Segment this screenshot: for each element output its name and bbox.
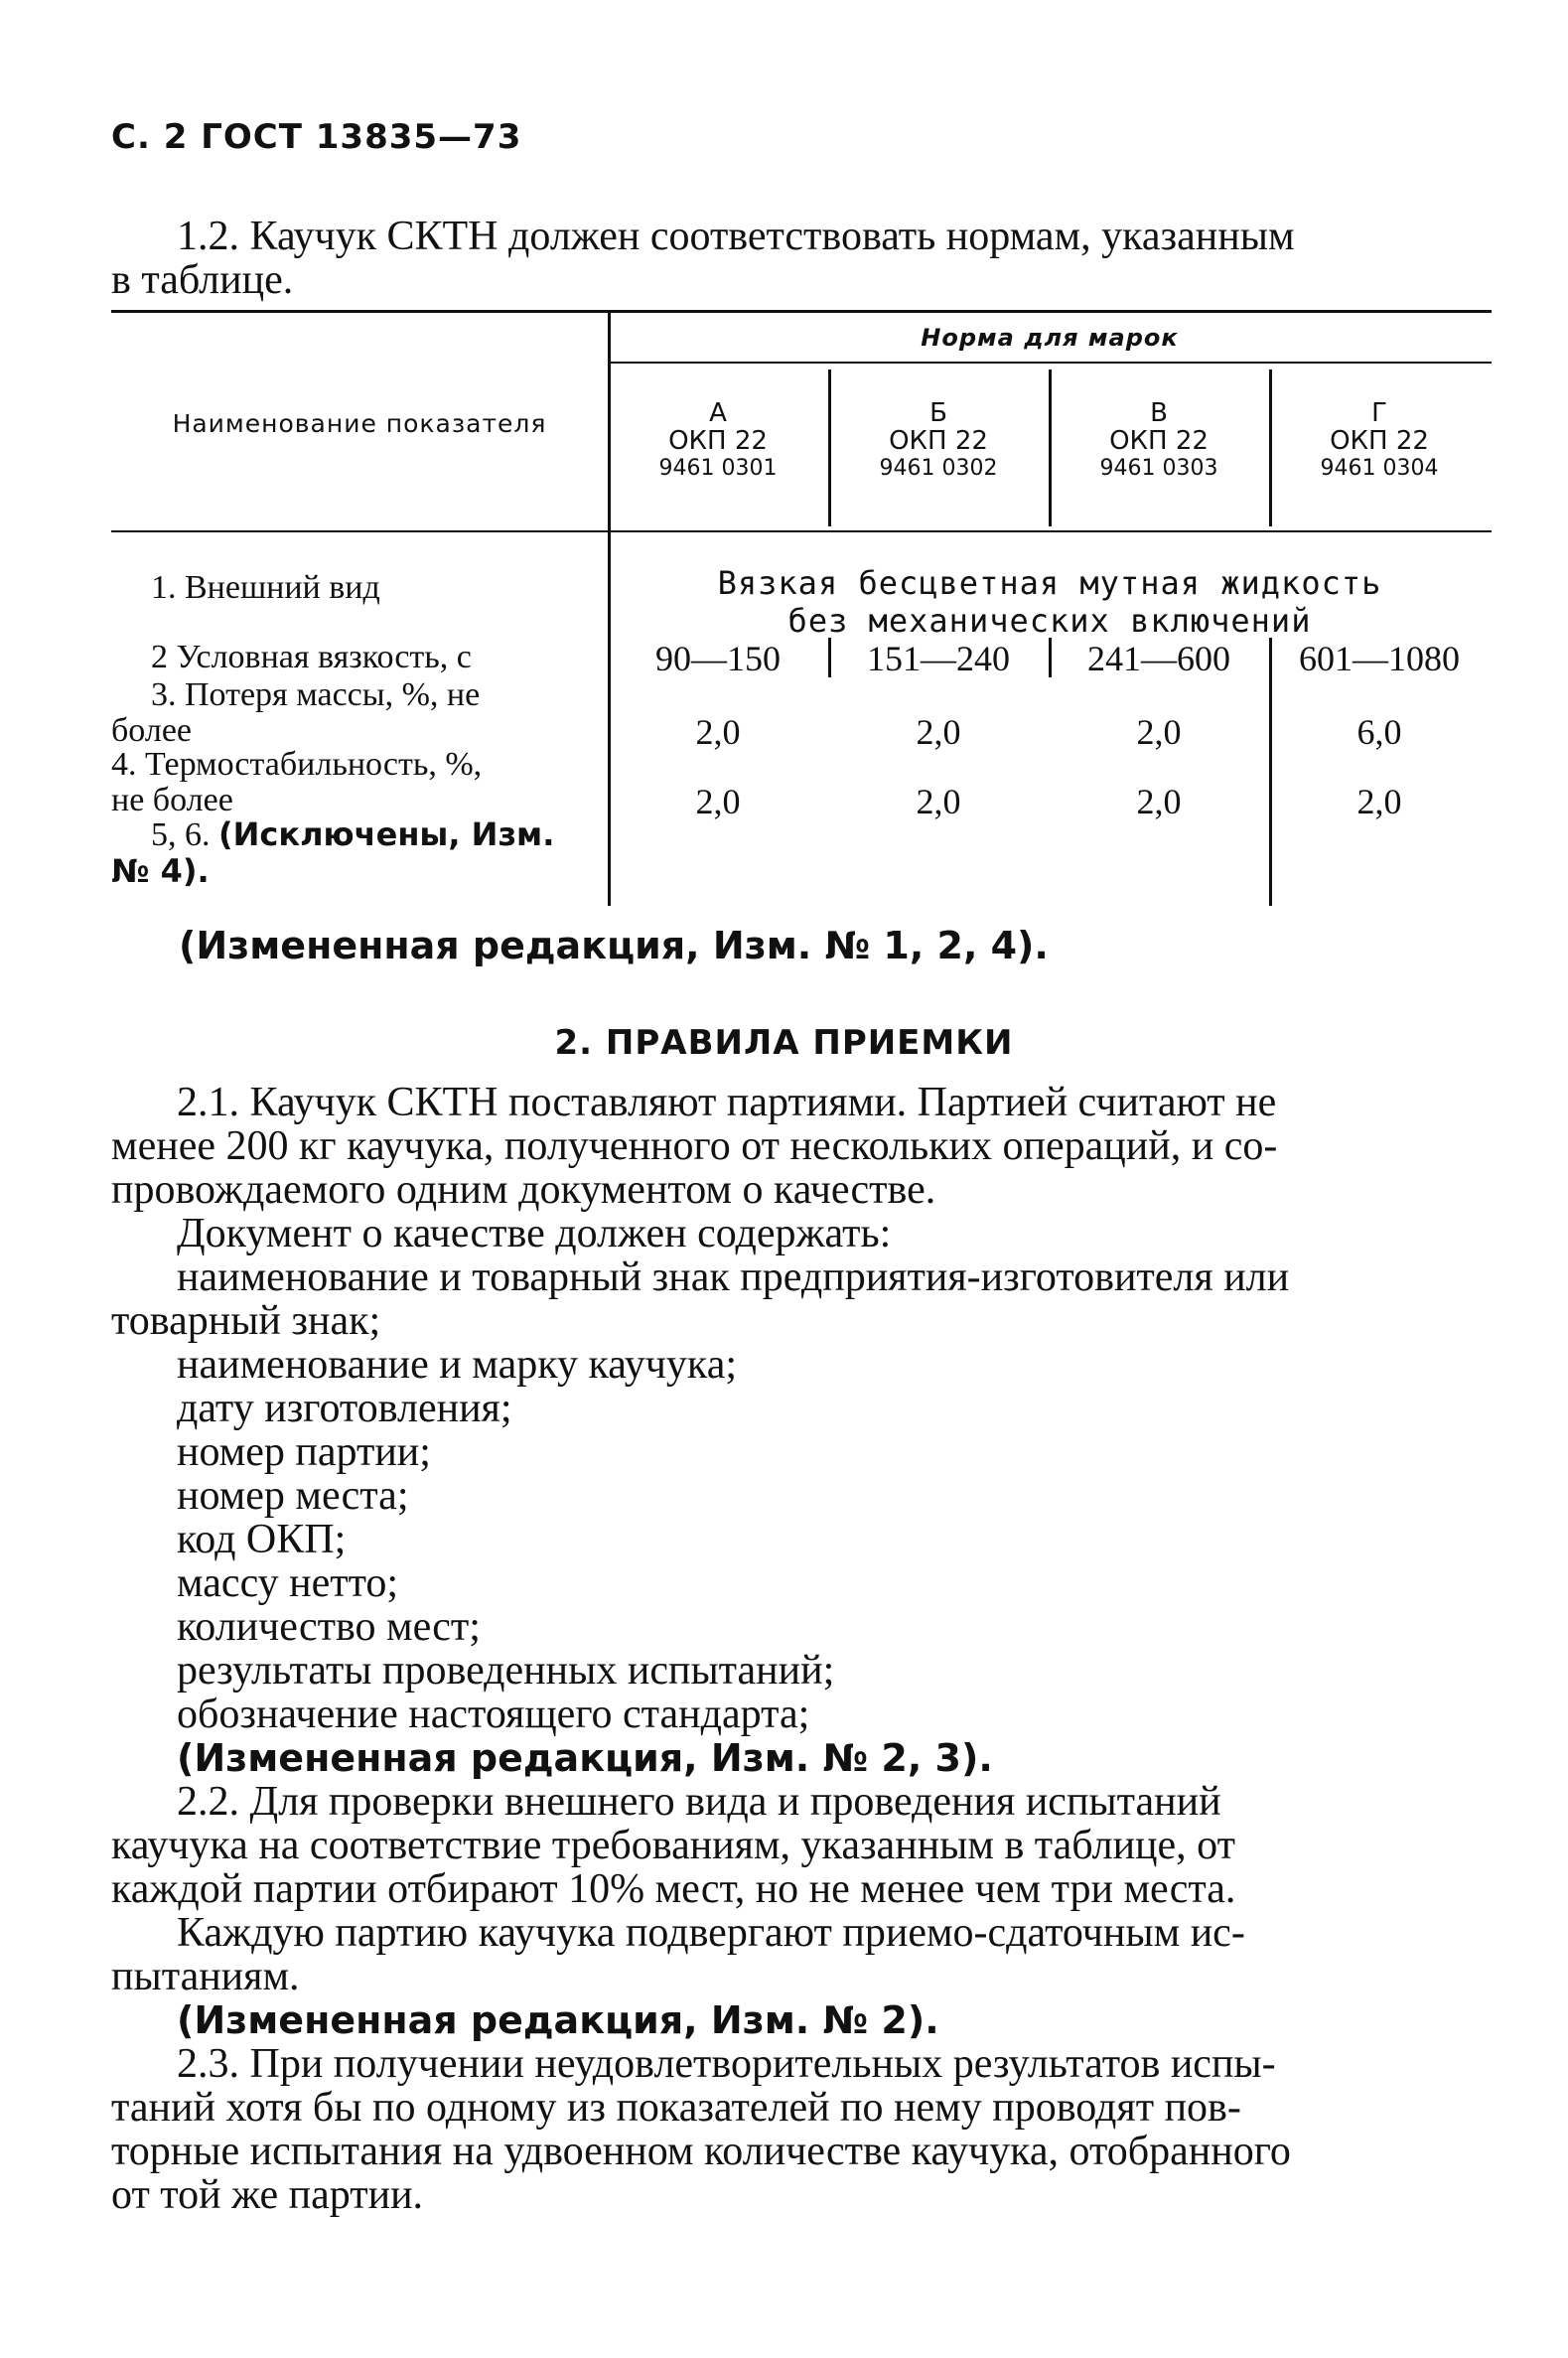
grade-letter: В bbox=[1150, 398, 1168, 428]
list-item: массу нетто; bbox=[177, 1560, 399, 1606]
value-cell: 2,0 bbox=[695, 712, 741, 752]
grade-header-g bbox=[1269, 399, 1490, 483]
list-item: обозначение настоящего стандарта; bbox=[177, 1692, 810, 1737]
column-header-name: Наименование показателя bbox=[172, 409, 547, 438]
text-line: 2.1. Каучук СКТН поставляют партиями. Партией считают не bbox=[177, 1080, 1277, 1125]
amendment-note: (Измененная редакция, Изм. № 1, 2, 4). bbox=[179, 924, 1049, 967]
intro-line: в таблице. bbox=[111, 257, 294, 303]
value-cell: 90—150 bbox=[655, 639, 781, 678]
row-label-viscosity: 2 Условная вязкость, с bbox=[151, 639, 472, 675]
value-cell: 2,0 bbox=[695, 782, 741, 821]
list-item: наименование и товарный знак предприятия-изготовителя или bbox=[177, 1254, 1290, 1300]
list-item: количество мест; bbox=[177, 1604, 481, 1650]
value-cell: 2,0 bbox=[916, 712, 961, 752]
value-cell: 6,0 bbox=[1356, 712, 1402, 752]
text-line: от той же партии. bbox=[111, 2172, 424, 2218]
grade-header-b bbox=[828, 399, 1049, 483]
text-line: каучука на соответствие требованиям, указанным в таблице, от bbox=[111, 1823, 1235, 1868]
grade-header-v bbox=[1049, 399, 1269, 483]
row-label-line: 3. Потеря массы, %, не bbox=[151, 676, 481, 713]
grade-code: 9461 0303 bbox=[1099, 456, 1218, 481]
text-line: Документ о качестве должен содержать: bbox=[177, 1211, 892, 1256]
text-line: 2.3. При получении неудовлетворительных результатов испы- bbox=[177, 2041, 1276, 2087]
paragraph-2-1 bbox=[111, 1081, 1492, 1212]
grade-okp: ОКП 22 bbox=[889, 426, 988, 456]
text-line: пытаниям. bbox=[111, 1954, 300, 1999]
section-title: 2. ПРАВИЛА ПРИЕМКИ bbox=[554, 1023, 1014, 1063]
table-header-rule bbox=[111, 530, 1492, 532]
appearance-value bbox=[608, 564, 1492, 640]
column-header-group: Норма для марок bbox=[921, 324, 1179, 352]
list-item: дату изготовления; bbox=[177, 1386, 512, 1431]
grade-letter: А bbox=[709, 398, 727, 428]
row-label-line: № 4). bbox=[111, 852, 210, 890]
value-cell: 2,0 bbox=[1356, 782, 1402, 821]
grade-okp: ОКП 22 bbox=[1330, 426, 1429, 456]
row-label-bold: (Исключены, Изм. bbox=[218, 815, 555, 853]
grade-code: 9461 0304 bbox=[1320, 456, 1439, 481]
value-cell: 2,0 bbox=[1136, 712, 1182, 752]
row-label-line: не более bbox=[111, 782, 233, 818]
row-label-line: 4. Термостабильность, %, bbox=[111, 746, 483, 783]
grade-letter: Б bbox=[929, 398, 947, 428]
table-top-rule bbox=[111, 310, 1492, 313]
intro-line: 1.2. Каучук СКТН должен соответствовать нормам, указанным bbox=[177, 214, 1295, 259]
value-cell: 2,0 bbox=[1136, 782, 1182, 821]
value-cell: 2,0 bbox=[916, 782, 961, 821]
appearance-line: Вязкая бесцветная мутная жидкость bbox=[717, 564, 1382, 602]
list-item: номер партии; bbox=[177, 1429, 431, 1475]
paragraph-2-2 bbox=[111, 1780, 1492, 2042]
grade-header-a bbox=[608, 399, 828, 483]
text-line: каждой партии отбирают 10% мест, но не менее чем три места. bbox=[111, 1866, 1236, 1912]
text-line: Каждую партию каучука подвергают приемо-сдаточным ис- bbox=[177, 1910, 1245, 1956]
amendment-note: (Измененная редакция, Изм. № 2). bbox=[177, 1998, 939, 2042]
list-item: результаты проведенных испытаний; bbox=[177, 1648, 835, 1694]
row-label-line bbox=[111, 816, 578, 853]
group-header-rule bbox=[608, 362, 1492, 364]
appearance-line: без механических включений bbox=[787, 602, 1312, 640]
list-item: номер места; bbox=[177, 1473, 409, 1519]
list-item: код ОКП; bbox=[177, 1517, 347, 1562]
row-label-prefix: 5, 6. bbox=[151, 816, 218, 853]
value-cell: 151—240 bbox=[867, 639, 1010, 678]
row-label-thermostability bbox=[111, 747, 578, 818]
row-label-mass-loss bbox=[111, 677, 578, 749]
row-label-line: более bbox=[111, 712, 192, 749]
intro-paragraph bbox=[111, 215, 1492, 302]
text-line: менее 200 кг каучука, полученного от нескольких операций, и со- bbox=[111, 1123, 1278, 1169]
page-header: С. 2 ГОСТ 13835—73 bbox=[111, 117, 522, 157]
value-cell: 241—600 bbox=[1087, 639, 1230, 678]
document-contents bbox=[111, 1212, 1492, 1780]
grade-code: 9461 0302 bbox=[879, 456, 998, 481]
row-label-excluded bbox=[111, 816, 578, 889]
value-cell: 601—1080 bbox=[1299, 639, 1460, 678]
norms-table bbox=[111, 310, 1492, 906]
text-line: торные испытания на удвоенном количестве каучука, отобранного bbox=[111, 2129, 1291, 2174]
amendment-note: (Измененная редакция, Изм. № 2, 3). bbox=[177, 1736, 993, 1780]
paragraph-2-3 bbox=[111, 2042, 1492, 2217]
list-item: наименование и марку каучука; bbox=[177, 1342, 738, 1388]
text-line: таний хотя бы по одному из показателей по нему проводят пов- bbox=[111, 2085, 1241, 2131]
text-line: 2.2. Для проверки внешнего вида и проведения испытаний bbox=[177, 1779, 1221, 1825]
grade-okp: ОКП 22 bbox=[1109, 426, 1209, 456]
grade-letter: Г bbox=[1371, 398, 1387, 428]
text-line: провождаемого одним документом о качестве. bbox=[111, 1167, 936, 1213]
row-label-appearance: 1. Внешний вид bbox=[151, 569, 380, 606]
grade-okp: ОКП 22 bbox=[668, 426, 768, 456]
list-item: товарный знак; bbox=[111, 1298, 381, 1344]
grade-code: 9461 0301 bbox=[658, 456, 778, 481]
